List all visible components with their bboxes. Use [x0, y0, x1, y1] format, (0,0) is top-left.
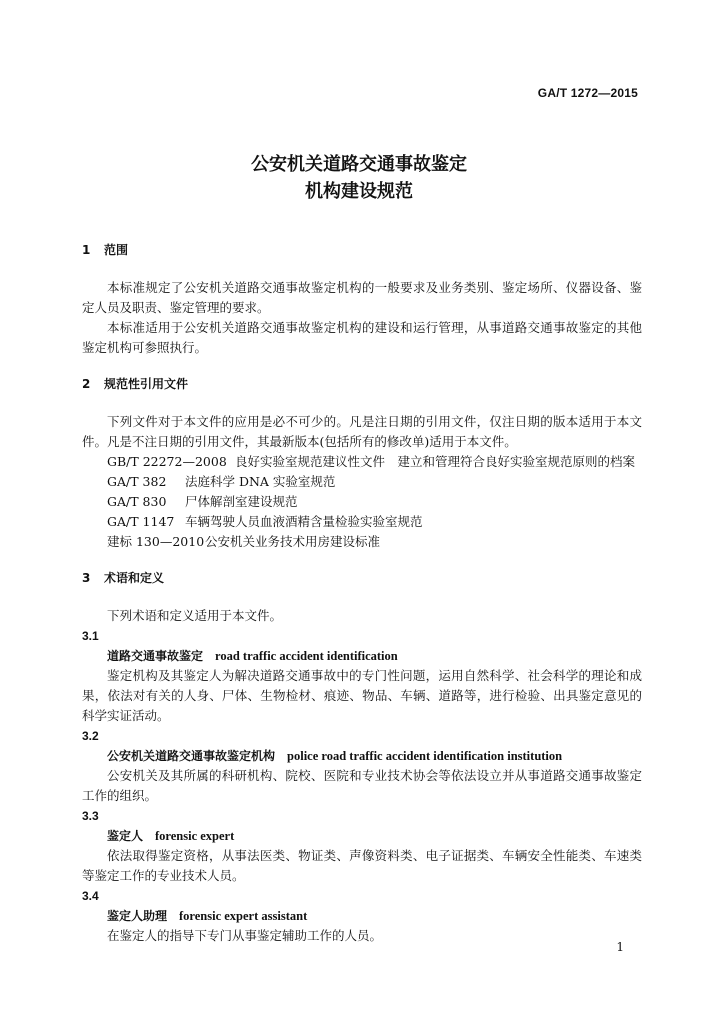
reference-title: 公安机关业务技术用房建设标准 [205, 534, 381, 549]
section-heading [82, 374, 642, 394]
section-number: 1 [82, 243, 91, 257]
paragraph: 本标准规定了公安机关道路交通事故鉴定机构的一般要求及业务类别、鉴定场所、仪器设备、鉴定人员及职责、鉴定管理的要求。 [82, 280, 642, 315]
term-zh: 公安机关道路交通事故鉴定机构 [107, 749, 276, 763]
standard-code: GA/T 1272—2015 [537, 86, 638, 100]
document-title-line2: 机构建设规范 [305, 181, 413, 202]
section-number: 2 [82, 377, 91, 391]
term-definition: 鉴定机构及其鉴定人为解决道路交通事故中的专门性问题，运用自然科学、社会科学的理论和成果，依法对有关的人身、尸体、生物检材、痕迹、物品、车辆、道路等，进行检验、出具鉴定意见的科学实证活动。 [82, 668, 642, 723]
term-en: road traffic accident identification [215, 649, 398, 663]
section-scope [82, 240, 642, 358]
term-heading [82, 826, 642, 846]
term-definition: 依法取得鉴定资格，从事法医类、物证类、声像资料类、电子证据类、车辆安全性能类、车速类等鉴定工作的专业技术人员。 [82, 848, 642, 883]
term-zh: 鉴定人 [107, 829, 144, 843]
section-heading [82, 240, 642, 260]
term-en: forensic expert assistant [179, 909, 308, 923]
term-en: forensic expert [155, 829, 235, 843]
reference-title: 良好实验室规范建议性文件 建立和管理符合良好实验室规范原则的档案 [235, 454, 636, 469]
term-heading [82, 906, 642, 926]
section-number: 3 [82, 571, 91, 585]
document-title-line1: 公安机关道路交通事故鉴定 [251, 154, 467, 175]
reference-title: 车辆驾驶人员血液酒精含量检验实验室规范 [185, 514, 423, 529]
reference-code: GA/T 830 [107, 494, 167, 509]
term-definition: 公安机关及其所属的科研机构、院校、医院和专业技术协会等依法设立并从事道路交通事故鉴定工作的组织。 [82, 768, 642, 803]
section-terms-and-definitions [82, 568, 642, 946]
reference-item [82, 492, 642, 512]
reference-code: GA/T 1147 [107, 514, 175, 529]
reference-item [82, 452, 642, 472]
term-definition: 在鉴定人的指导下专门从事鉴定辅助工作的人员。 [107, 928, 383, 943]
term-number: 3.1 [82, 629, 99, 643]
reference-code: 建标 130—2010 [107, 534, 205, 549]
term-zh: 鉴定人助理 [107, 909, 168, 923]
page-number: 1 [616, 940, 624, 954]
reference-code: GB/T 22272—2008 [107, 454, 227, 469]
term-zh: 道路交通事故鉴定 [107, 649, 204, 663]
term-en: police road traffic accident identification institution [287, 749, 563, 763]
section-title: 规范性引用文件 [104, 377, 189, 391]
term-number: 3.2 [82, 729, 99, 743]
term-heading [82, 746, 642, 766]
term-number: 3.3 [82, 809, 99, 823]
term-number: 3.4 [82, 889, 99, 903]
reference-item [82, 532, 642, 552]
paragraph: 下列术语和定义适用于本文件。 [107, 608, 283, 623]
section-heading [82, 568, 642, 588]
section-title: 范围 [104, 243, 129, 257]
reference-title: 法庭科学 DNA 实验室规范 [185, 474, 336, 489]
reference-title: 尸体解剖室建设规范 [185, 494, 298, 509]
section-title: 术语和定义 [104, 571, 165, 585]
reference-item [82, 472, 642, 492]
section-normative-references [82, 374, 642, 552]
reference-item [82, 512, 642, 532]
term-heading [82, 646, 642, 666]
reference-code: GA/T 382 [107, 474, 167, 489]
paragraph: 下列文件对于本文件的应用是必不可少的。凡是注日期的引用文件，仅注日期的版本适用于本文件。凡是不注日期的引用文件，其最新版本(包括所有的修改单)适用于本文件。 [82, 414, 642, 449]
paragraph: 本标准适用于公安机关道路交通事故鉴定机构的建设和运行管理，从事道路交通事故鉴定的其他鉴定机构可参照执行。 [82, 320, 642, 355]
